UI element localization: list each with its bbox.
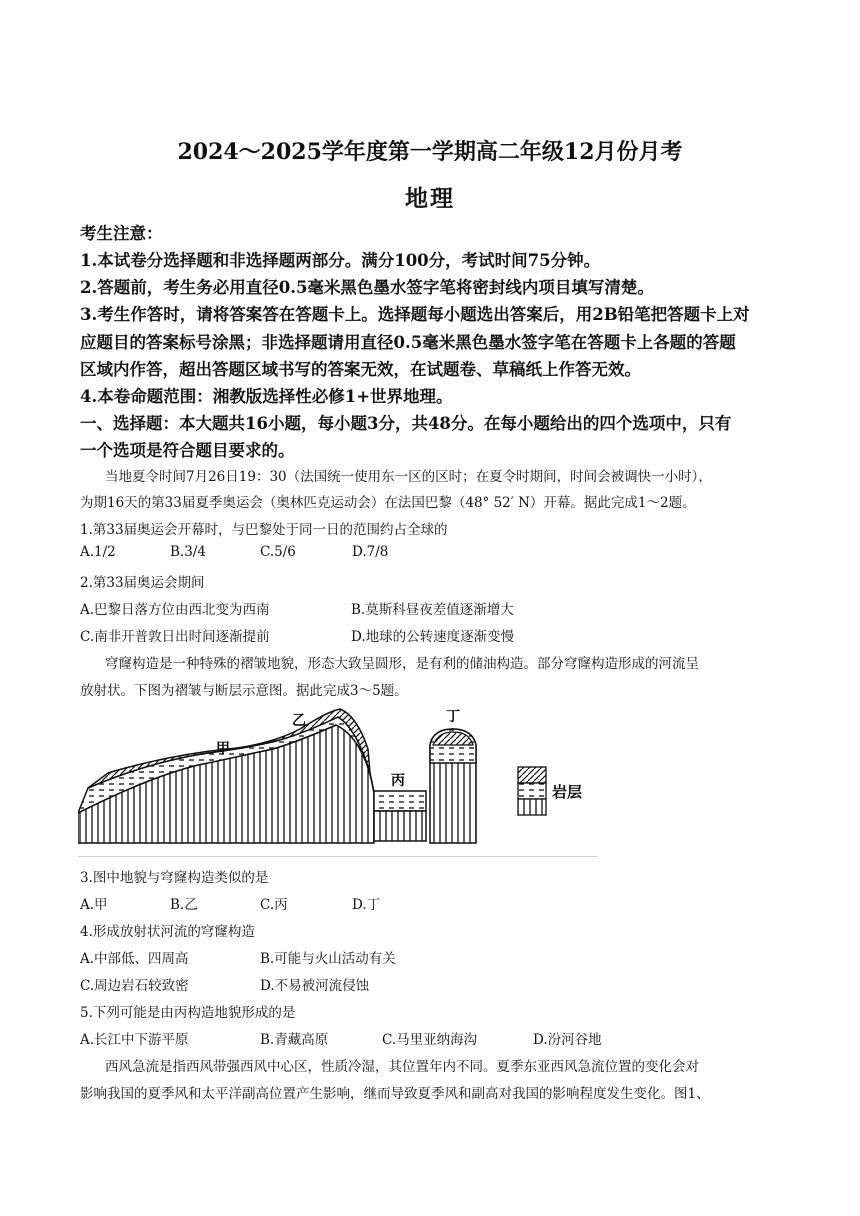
option: B.3/4 [170,544,206,560]
option: D.7/8 [352,544,389,560]
option: A.中部低、四周高 [80,951,189,967]
option: B.乙 [170,897,198,913]
option: D.丁 [352,897,381,913]
exam-title: 2024～2025学年度第一学期高二年级12月份月考 [177,139,683,165]
option: A.长江中下游平原 [80,1032,189,1048]
question-stem: 5.下列可能是由丙构造地貌形成的是 [80,1005,296,1021]
passage-text: 西风急流是指西风带强西风中心区，性质冷湿，其位置年内不同。夏季东亚西风急流位置的变化会对 [78,1059,699,1075]
notice-item: 应题目的答案标号涂黑；非选择题请用直径0.5毫米黑色墨水签字笔在答题卡上各题的答题 [80,333,736,352]
section-heading: 一、选择题：本大题共16小题，每小题3分，共48分。在每小题给出的四个选项中，只有 [80,414,732,433]
question-options [80,625,680,645]
question-options [80,1028,700,1048]
question-options [80,947,680,967]
label-ding: 丁 [446,709,460,725]
legend-swatches [518,767,546,815]
notice-item: 4.本卷命题范围：湘教版选择性必修1+世界地理。 [80,387,453,406]
label-jia: 甲 [216,741,230,757]
question-options [80,974,680,994]
notice-item: 1.本试卷分选择题和非选择题两部分。满分100分，考试时间75分钟。 [80,251,601,270]
option: A.甲 [80,897,108,913]
fold-strata [78,709,374,843]
option: D.汾河谷地 [533,1032,602,1048]
option: A.1/2 [80,544,116,560]
option: B.莫斯科昼夜差值逐渐增大 [351,602,514,618]
graben-block [374,791,426,841]
option: C.5/6 [260,544,296,560]
question-stem: 1.第33届奥运会开幕时，与巴黎处于同一日的范围约占全球的 [80,522,448,538]
option: B.青藏高原 [260,1032,329,1048]
option: D.地球的公转速度逐渐变慢 [351,629,515,645]
option: C.丙 [260,897,288,913]
passage-text: 影响我国的夏季风和太平洋副高位置产生影响，继而导致夏季风和副高对我国的影响程度发生变化。图1、 [80,1086,710,1102]
subject-title: 地理 [405,185,455,212]
option: C.南非开普敦日出时间逐渐提前 [80,629,270,645]
passage-text: 穹窿构造是一种特殊的褶皱地貌，形态大致呈圆形，是有利的储油构造。部分穹窿构造形成的河流呈 [78,656,699,672]
option: D.不易被河流侵蚀 [260,978,370,994]
option: C.马里亚纳海沟 [382,1032,478,1048]
question-stem: 4.形成放射状河流的穹窿构造 [80,924,255,940]
label-bing: 丙 [391,773,405,789]
option: A.巴黎日落方位由西北变为西南 [80,602,270,618]
notice-item: 2.答题前，考生务必用直径0.5毫米黑色墨水签字笔将密封线内项目填写清楚。 [80,278,654,297]
notice-item: 区域内作答，超出答题区域书写的答案无效，在试题卷、草稿纸上作答无效。 [80,360,641,379]
section-heading-cont: 一个选项是符合题目要求的。 [80,441,295,460]
notice-heading: 考生注意： [80,224,163,243]
passage-text: 放射状。下图为褶皱与断层示意图。据此完成3～5题。 [80,683,408,699]
figure-divider [78,856,598,857]
notice-item: 3.考生作答时，请将答案答在答题卡上。选择题每小题选出答案后，用2B铅笔把答题卡上对 [80,305,750,324]
horst-block [430,729,476,843]
legend-label: 岩层 [552,783,583,801]
question-options [80,893,580,913]
question-options [80,598,680,618]
passage-text: 为期16天的第33届夏季奥运会（奥林匹克运动会）在法国巴黎（48° 52′ N）开幕。据此完成1～2题。 [80,495,696,511]
question-stem: 3.图中地貌与穹窿构造类似的是 [80,870,269,886]
question-options [80,544,580,564]
question-stem: 2.第33届奥运会期间 [80,575,205,591]
passage-text: 当地夏令时间7月26日19：30（法国统一使用东一区的区时；在夏令时期间，时间会被调快一小时）， [78,469,712,485]
option: C.周边岩石较致密 [80,978,189,994]
label-yi: 乙 [292,713,306,729]
option: B.可能与火山活动有关 [260,951,396,967]
fold-fault-diagram [78,703,598,855]
